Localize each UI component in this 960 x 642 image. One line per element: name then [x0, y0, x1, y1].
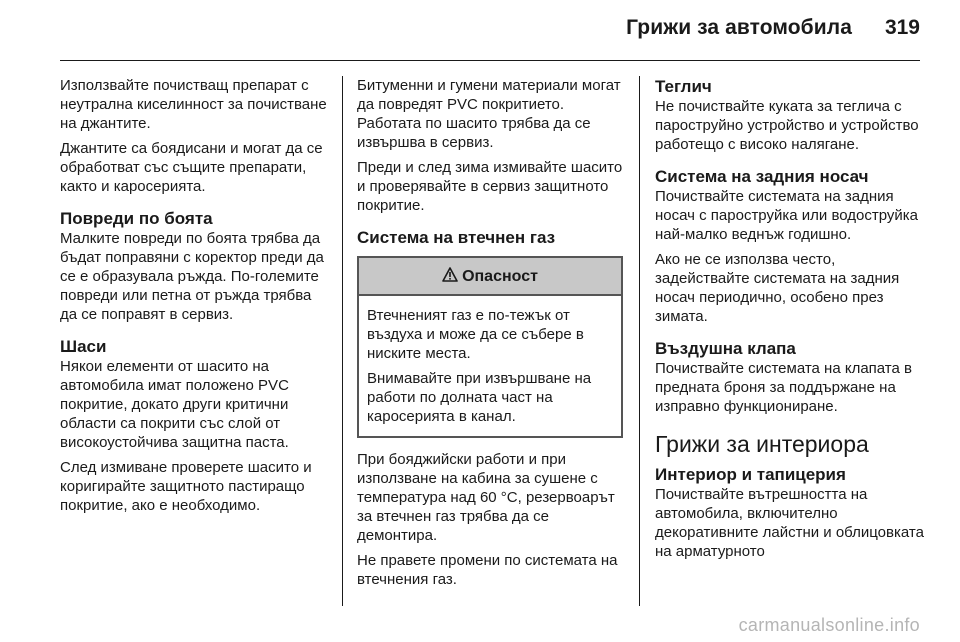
danger-body	[359, 296, 621, 436]
warning-triangle-icon	[442, 267, 458, 286]
paragraph: Не почиствайте куката за теглича с пароструйно устройство и устройство работещо с високо налягане.	[655, 98, 919, 153]
paragraph: Почиствайте системата на задния носач с пароструйка или водоструйка най-малко веднъж годишно.	[655, 188, 919, 243]
paragraph: Някои елементи от шасито на автомобила имат положено PVC покритие, докато други критични области са покрити със слой от високоустойчива защитна паста.	[60, 358, 289, 451]
column-1	[60, 76, 328, 521]
column-2	[357, 76, 623, 595]
column-divider-1	[342, 76, 343, 606]
column-3	[655, 76, 925, 567]
header-divider	[60, 60, 920, 61]
chapter-heading-interior-care: Грижи за интериора	[655, 431, 869, 457]
column-divider-2	[639, 76, 640, 606]
paragraph: Малките повреди по боята трябва да бъдат поправяни с коректор преди да се е образувала ръжда. По-големите повреди или петна от ръжда трябва да се поправят в сервиз.	[60, 230, 324, 323]
section-heading-lpg: Система на втечнен газ	[357, 228, 556, 247]
paragraph: При бояджийски работи и при използване на кабина за сушене с температура над 60 °C, резервоарът за втечнен газ трябва да се демонтира.	[357, 451, 615, 544]
paragraph: Внимавайте при извършване на работи по долната част на каросерията в канал.	[367, 370, 592, 425]
paragraph: Почиствайте вътрешността на автомобила, включително декоративните лайстни и облицовката на арматурното	[655, 486, 924, 560]
section-heading-tow-hitch: Теглич	[655, 77, 712, 96]
paragraph: Използвайте почистващ препарат с неутрална киселинност за почистване на джантите.	[60, 77, 327, 132]
paragraph: Не правете промени по системата на втечнения газ.	[357, 552, 618, 588]
section-heading-paint: Повреди по боята	[60, 209, 213, 228]
section-heading-rear-carrier: Система на задния носач	[655, 167, 869, 186]
danger-title: Опасност	[462, 267, 538, 285]
paragraph: Преди и след зима измивайте шасито и проверявайте в сервиз защитното покритие.	[357, 159, 623, 214]
paragraph: Битуменни и гумени материали могат да повредят PVC покритието. Работата по шасито трябва да се извършва в сервиз.	[357, 77, 621, 151]
paragraph: Ако не се използва често, задействайте системата на задния носач периодично, особено през зимата.	[655, 251, 900, 325]
watermark: carmanualsonline.info	[738, 615, 920, 635]
page-header	[0, 0, 960, 60]
paragraph: Джантите са боядисани и могат да се обработват със същите препарати, както и каросерията.	[60, 140, 323, 195]
paragraph: След измиване проверете шасито и коригирайте защитното пастиращо покритие, ако е необходимо.	[60, 459, 312, 514]
section-heading-air-flap: Въздушна клапа	[655, 339, 796, 358]
danger-header	[359, 258, 621, 296]
paragraph: Почиствайте системата на клапата в предната броня за поддържане на изправно функциониране.	[655, 360, 912, 415]
page-title: Грижи за автомобила	[626, 16, 852, 39]
paragraph: Втечненият газ е по-тежък от въздуха и може да се събере в ниските места.	[367, 307, 584, 362]
danger-box	[357, 256, 623, 438]
section-heading-upholstery: Интериор и тапицерия	[655, 465, 846, 484]
page-number: 319	[884, 16, 920, 39]
section-heading-chassis: Шаси	[60, 337, 107, 356]
